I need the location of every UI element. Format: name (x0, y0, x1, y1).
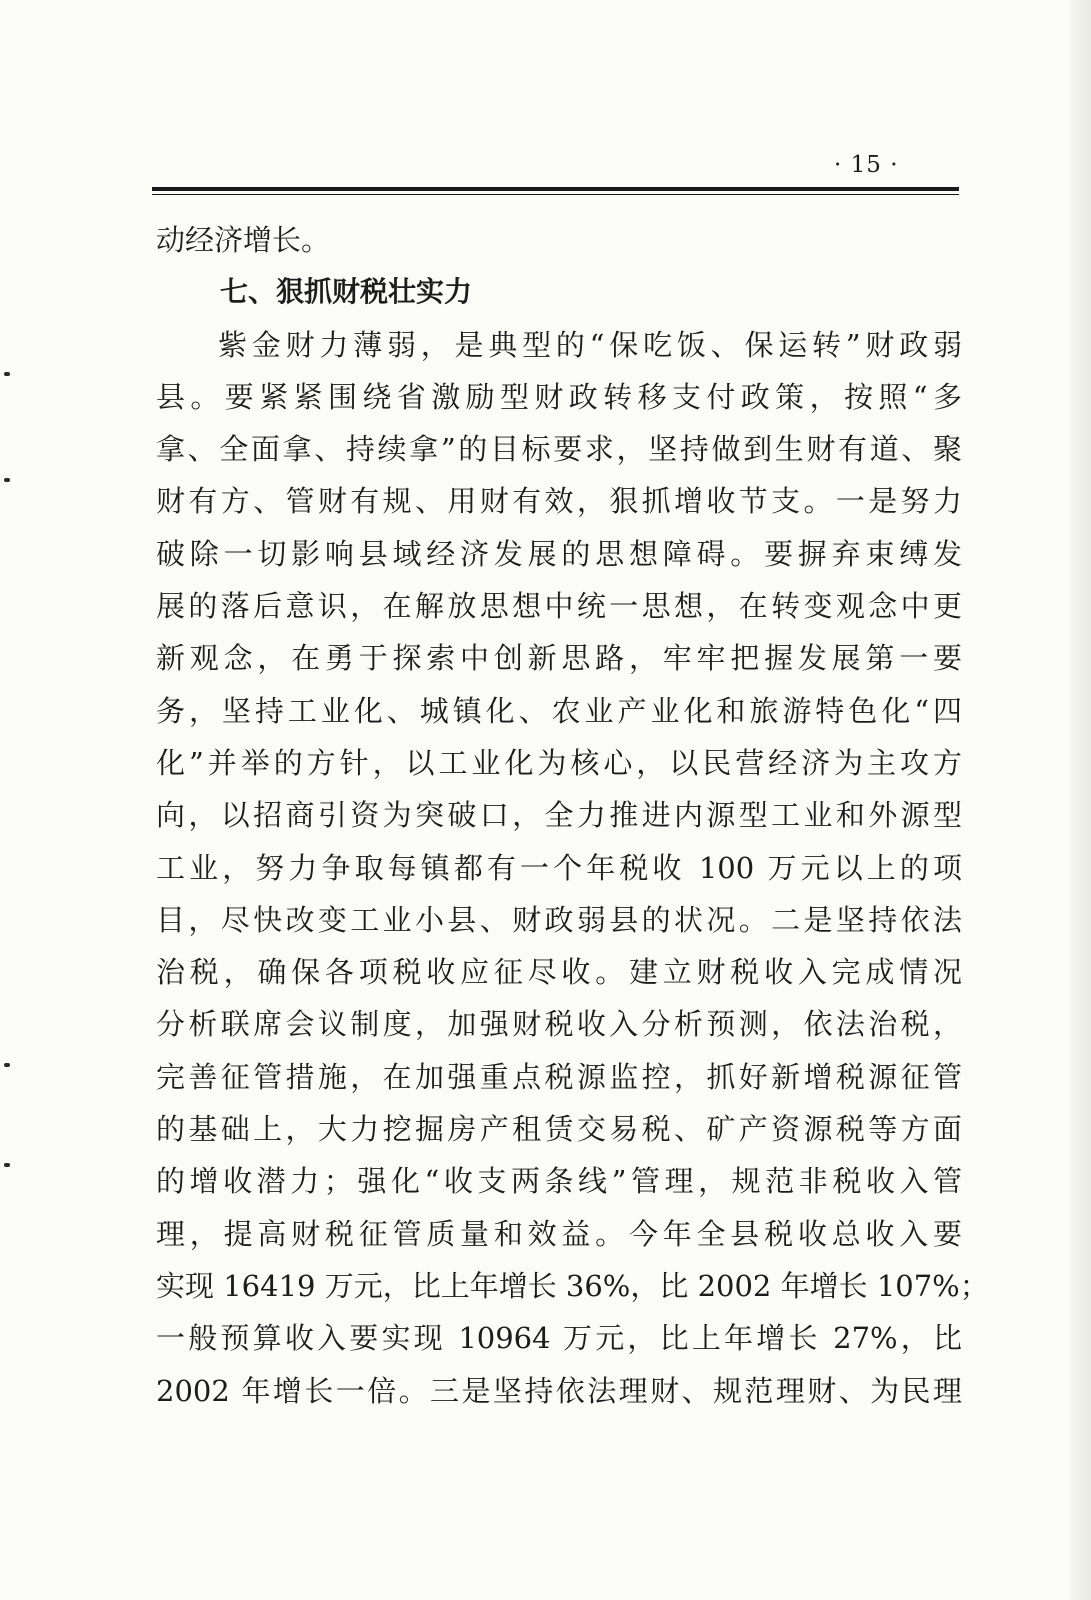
text-line: 向，以招商引资为突破口，全力推进内源型工业和外源型 (156, 798, 962, 833)
text-line: 动经济增长。 (156, 223, 331, 257)
text-line: 一般预算收入要实现 10964 万元，比上年增长 27%，比 (156, 1321, 962, 1356)
text-line: 化”并举的方针，以工业化为核心，以民营经济为主攻方 (156, 745, 962, 780)
text-line: 2002 年增长一倍。三是坚持依法理财、规范理财、为民理 (156, 1373, 962, 1408)
text-line: 实现 16419 万元，比上年增长 36%，比 2002 年增长 107%； (156, 1268, 989, 1303)
text-line: 工业，努力争取每镇都有一个年税收 100 万元以上的项 (156, 850, 962, 885)
binding-hole-mark (4, 372, 10, 376)
page-number: · 15 · (834, 152, 899, 178)
text-line: 务，坚持工业化、城镇化、农业产业化和旅游特色化“四 (156, 693, 962, 728)
text-line: 破除一切影响县域经济发展的思想障碍。要摒弃束缚发 (156, 536, 962, 571)
text-line: 展的落后意识，在解放思想中统一思想，在转变观念中更 (156, 589, 962, 624)
binding-hole-mark (4, 478, 10, 482)
text-line: 理，提高财税征管质量和效益。今年全县税收总收入要 (156, 1216, 962, 1251)
text-line: 完善征管措施，在加强重点税源监控，抓好新增税源征管 (156, 1059, 962, 1094)
binding-hole-mark (4, 1163, 10, 1167)
body-text (156, 214, 989, 1417)
text-line: 新观念，在勇于探索中创新思路，牢牢把握发展第一要 (156, 641, 962, 676)
binding-hole-mark (4, 1063, 10, 1067)
header-rule (152, 187, 959, 191)
page-edge-shadow (1069, 0, 1091, 1600)
text-line: 县。要紧紧围绕省激励型财政转移支付政策，按照“多 (156, 379, 962, 414)
header-rule-thin (152, 194, 959, 195)
text-line: 的基础上，大力挖掘房产租赁交易税、矿产资源税等方面 (156, 1112, 962, 1147)
text-line: 的增收潜力；强化“收支两条线”管理，规范非税收入管 (156, 1164, 962, 1199)
text-line: 治税，确保各项税收应征尽收。建立财税收入完成情况 (156, 955, 962, 990)
text-line: 目，尽快改变工业小县、财政弱县的状况。二是坚持依法 (156, 902, 962, 937)
section-heading: 七、狠抓财税壮实力 (220, 275, 473, 309)
text-line: 财有方、管财有规、用财有效，狠抓增收节支。一是努力 (156, 484, 962, 519)
text-line: 拿、全面拿、持续拿”的目标要求，坚持做到生财有道、聚 (156, 432, 962, 467)
text-line: 紫金财力薄弱，是典型的“保吃饭、保运转”财政弱 (218, 327, 962, 362)
text-line: 分析联席会议制度，加强财税收入分析预测，依法治税， (156, 1007, 962, 1042)
